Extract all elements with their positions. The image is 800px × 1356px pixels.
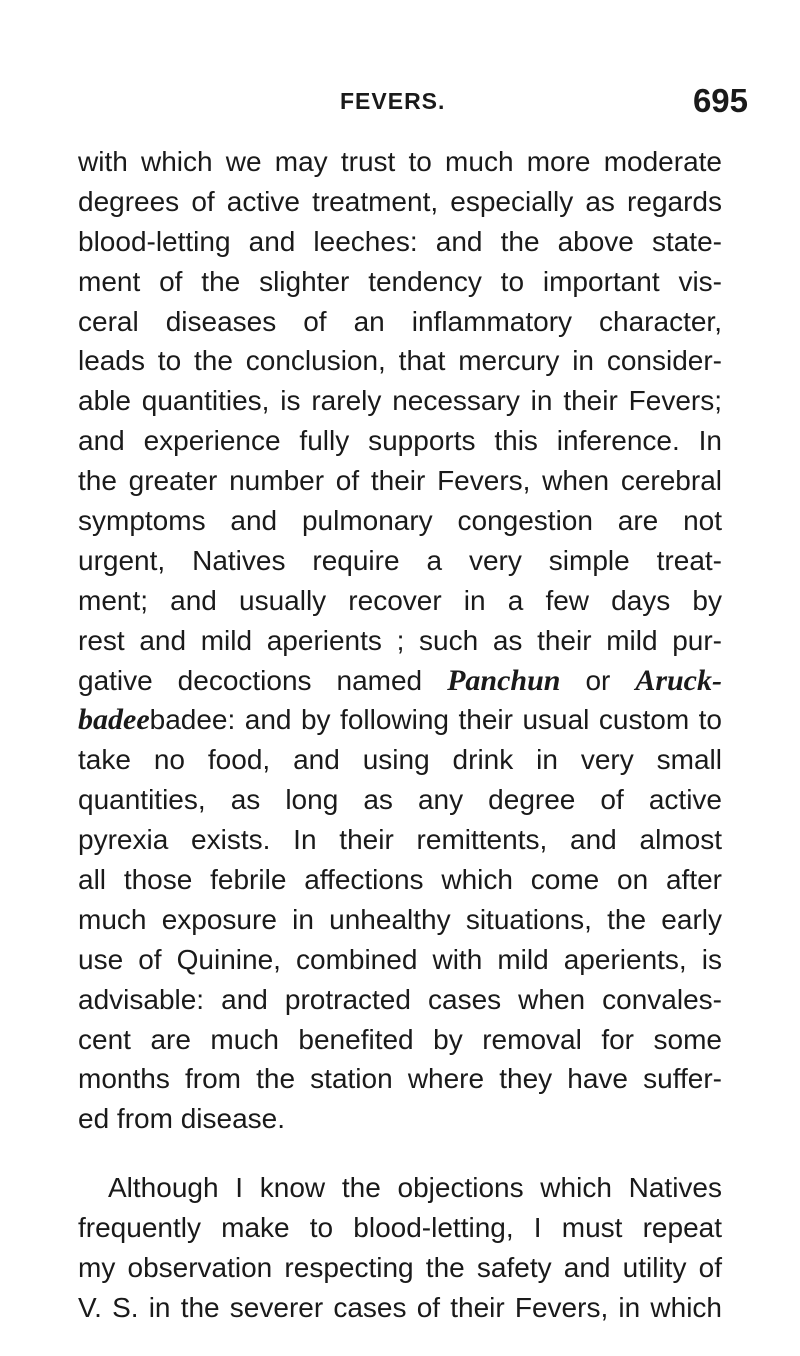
text-line: my observation respecting the safety and utility of	[78, 1252, 722, 1284]
text-line: able quantities, is rarely necessary in their Fevers;	[78, 385, 722, 417]
text-line: leads to the conclusion, that mercury in consider-	[78, 345, 722, 377]
paragraph-gap	[78, 1139, 722, 1168]
text-line: ment; and usually recover in a few days by	[78, 584, 722, 616]
text-line: and experience fully supports this inference. In	[78, 425, 722, 457]
italic-term-panchun: Panchun	[447, 663, 561, 697]
text-line: take no food, and using drink in very small	[78, 744, 722, 776]
conjunction-or: or	[560, 664, 636, 696]
text-line: ed from disease.	[78, 1103, 285, 1135]
text-line-with-italics	[78, 700, 722, 740]
page-number: 695	[692, 82, 748, 119]
italic-term-aruckbadee-part2: badee	[78, 703, 150, 737]
text-line: ment of the slighter tendency to important vis-	[78, 265, 722, 297]
text-line: urgent, Natives require a very simple treat-	[78, 544, 722, 576]
text-line: symptoms and pulmonary congestion are not	[78, 505, 722, 537]
italic-term-aruckbadee-part1: Aruck-	[635, 663, 722, 697]
text-line: use of Quinine, combined with mild aperients, is	[78, 943, 722, 975]
text-line: much exposure in unhealthy situations, the early	[78, 903, 722, 935]
text-line: all those febrile affections which come on after	[78, 864, 722, 896]
text-line: advisable: and protracted cases when convales-	[78, 983, 722, 1015]
text-line: degrees of active treatment, especially as regards	[78, 185, 722, 217]
text-line-with-italics	[78, 661, 722, 701]
text-line: months from the station where they have suffer-	[78, 1063, 722, 1095]
text-line: pyrexia exists. In their remittents, and almost	[78, 824, 722, 856]
text-line-start: gative decoctions named	[78, 664, 448, 696]
text-line: blood-letting and leeches: and the above state-	[78, 225, 722, 257]
text-line-rest: badee: and by following their usual custom to	[149, 704, 722, 736]
text-line: cent are much benefited by removal for some	[78, 1023, 722, 1055]
text-line: Although I know the objections which Natives	[108, 1172, 722, 1204]
text-line: rest and mild aperients ; such as their mild pur-	[78, 624, 722, 656]
paragraph-2	[78, 1168, 722, 1328]
paragraph-1	[78, 142, 722, 1139]
running-head-title: FEVERS.	[340, 88, 446, 114]
text-line: the greater number of their Fevers, when cerebral	[78, 465, 722, 497]
running-head	[78, 82, 748, 122]
body-text	[78, 142, 722, 1328]
text-line: quantities, as long as any degree of active	[78, 784, 722, 816]
text-line: with which we may trust to much more moderate	[78, 146, 722, 177]
text-line: frequently make to blood-letting, I must repeat	[78, 1212, 722, 1244]
text-line: V. S. in the severer cases of their Fevers, in which	[78, 1291, 722, 1323]
text-line: ceral diseases of an inflammatory character,	[78, 305, 722, 337]
